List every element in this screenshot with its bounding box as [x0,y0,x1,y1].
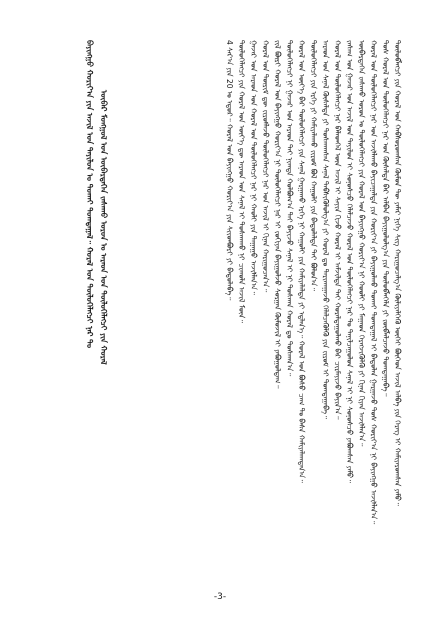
text-column-6: ᠬᠤᠷᠠᠯ ᠤᠨ ᠲᠥᠯᠥᠭᠡᠯᠡᠭᠴᠢ ᠨᠠᠷ ᠪᠡᠯᠡᠳᠭᠡᠯ ᠦᠨ ᠠᠵᠢᠯ ᠢ ᠰᠠᠶᠢᠨ ᠬᠢᠵᠦ ᠬᠤᠷᠠᠯ ᠢ ᠠᠮᠵᠢᠯᠲᠠ ᠲᠠᠶ ᠬᠤᠷᠠᠯᠳᠠᠭᠤᠯᠬᠤ ᠪᠡᠷ ᠴᠢᠷᠮᠠᠶᠢᠵᠤ ᠪᠠᠶᠢᠨ᠎ᠠ᠃ [333,40,342,420]
text-column-3: ᠬᠤᠷᠠᠯ ᠤᠨ ᠲᠥᠯᠥᠭᠡᠯᠡᠭᠴᠢ ᠨᠠᠷ ᠤᠨ ᠠᠵᠢᠯᠯᠠᠬᠤ ᠪᠠᠶᠢᠴᠠᠭᠠᠯᠲᠠ ᠶᠢᠨ ᠬᠣᠷᠢᠶ᠎ᠠ ᠶᠢ ᠪᠠᠶᠢᠭᠤᠯᠬᠤ ᠲᠤᠬᠠᠢ ᠲᠣᠭᠲᠠᠭᠠᠯ ᠢ ᠪᠠᠲᠤᠯᠠᠨ ᠭᠠᠷᠭᠠᠵᠤ ᠲᠤᠰ ᠬᠣᠷᠢᠶ᠎ᠠ ᠨᠢ ᠪᠠᠶᠢᠩᠭᠤ ᠠᠵᠢᠯᠯᠠᠨ᠎ᠠ᠃ [369,40,378,525]
text-column-1: ᠲᠥᠯᠥᠪᠯᠡᠭᠴᠢ ᠶᠢᠨ ᠬᠤᠷᠠᠯ ᠤᠨ ᠬᠠᠪᠰᠤᠷᠤᠭᠰᠠᠨ ᠬᠦᠮᠦᠨ ᠲᠦ ᠶᠠᠮᠠᠷ ᠨᠢᠭᠡ ᠰᠢᠭ ᠬᠠᠷᠢᠭᠤᠴᠠᠯᠭ᠎ᠠ ᠬᠦᠯᠢᠶᠡᠯᠭᠡᠬᠦ ᠦᠭᠡᠢ ᠪᠥᠭᠡᠳ ᠠᠵᠢᠯ ᠠᠯᠪᠠ ᠶᠢᠨ ᠬᠡᠷᠡᠭ ᠢ ᠬᠠᠮᠢᠶᠠᠷᠤᠭᠰᠠᠨ ᠶᠠᠮᠤ᠃ [393,40,402,506]
text-column-10: ᠲᠥᠯᠥᠭᠡᠯᠡᠭᠴᠢ ᠨᠢ ᠭᠠᠵᠠᠷ ᠤᠨ ᠠᠷᠠᠳ ᠲᠠᠶ ᠨᠢᠭᠲᠠ ᠬᠣᠯᠪᠣᠭ᠎ᠠ ᠲᠠᠶ ᠪᠠᠶᠢᠵᠤ ᠰᠠᠨᠠᠯ ᠢ ᠨᠢ ᠲᠤᠰᠬᠠᠨ ᠬᠤᠷᠠᠯ ᠳᠤ ᠲᠤᠰᠬᠠᠨ᠎ᠠ᠃ [285,40,294,377]
text-column-12: ᠬᠤᠷᠠᠯ ᠤᠨ ᠳᠦᠷᠢᠮ ᠳᠦ ᠵᠢᠷᠤᠮᠯᠠᠵᠤ ᠲᠥᠯᠥᠭᠡᠯᠡᠭᠴᠢ ᠨᠠᠷ ᠤᠨ ᠠᠵᠢᠯ ᠢ ᠬᠢᠨᠠᠨ ᠬᠠᠷᠢᠭᠤᠴᠠᠨ᠎ᠠ᠃ [261,40,270,293]
page-number: -3- [213,592,227,602]
text-column-8: ᠲᠥᠯᠥᠭᠡᠯᠡᠭᠴᠢ ᠶᠢᠨ ᠡᠷᠬᠡ ᠶᠢ ᠬᠠᠮᠢᠶᠠᠯᠠᠬᠤ ᠵᠢᠷᠤᠮ ᠪᠣᠯ ᠬᠠᠭᠤᠯᠢ ᠶᠢᠨ ᠪᠠᠲᠤᠯᠠᠯᠲᠠ ᠲᠠᠶ ᠪᠣᠯᠤᠨ᠎ᠠ᠃ [309,40,318,292]
text-column-7: ᠠᠷᠠᠳ ᠤᠨ ᠰᠠᠨᠠᠯ ᠬᠦᠰᠡᠯᠲᠡ ᠶᠢ ᠲᠤᠰᠬᠠᠭᠰᠠᠨ ᠰᠠᠨᠠᠯ ᠳᠡᠪᠰᠢᠭᠦᠯᠦᠯᠭ᠎ᠠ ᠶᠢ ᠬᠤᠷᠠᠯ ᠳᠤ ᠲᠠᠷᠢᠬᠠᠭᠠᠵᠤ ᠬᠡᠯᠡᠯᠴᠡᠭᠦᠯᠬᠦ ᠶᠢᠨ ᠵᠢᠷᠤᠮ ᠢ ᠲᠣᠭᠲᠠᠭᠠᠪᠠ᠃ [321,40,330,420]
text-column-9: ᠬᠤᠷᠠᠯ ᠤᠨ ᠦᠶ᠎ᠡ ᠪᠡᠷ ᠲᠥᠯᠥᠭᠡᠯᠡᠭᠴᠢ ᠶᠢᠨ ᠰᠠᠨᠠᠯ ᠭᠠᠷᠭᠠᠬᠤ ᠡᠷᠬᠡ ᠨᠢ ᠬᠠᠭᠤᠯᠢ ᠶᠢᠨ ᠬᠠᠮᠢᠶᠠᠯᠠᠯᠲᠠ ᠶᠢ ᠡᠳ᠋ᠯᠡᠨ᠎ᠡ᠃ ᠬᠤᠷᠠᠯ ᠤᠨ ᠪᠣᠰᠤ ᠴᠠᠭ ᠲᠤ ᠪᠠᠰᠠ ᠬᠠᠮᠢᠶᠠᠯᠠᠭᠳᠠᠨ᠎ᠠ᠃ [297,40,306,483]
text-column-11: ᠵᠢᠯ ᠪᠦᠷᠢ ᠬᠤᠷᠠᠯ ᠤᠨ ᠪᠠᠶᠢᠩᠭᠤ ᠬᠣᠷᠢᠶ᠎ᠠ ᠨᠢ ᠲᠥᠯᠥᠭᠡᠯᠡᠭᠴᠢ ᠨᠠᠷ ᠢ ᠵᠣᠬᠢᠶᠠᠨ ᠪᠠᠶᠢᠭᠤᠯᠵᠤ ᠰᠤᠷᠭᠠᠨ ᠬᠦᠮᠦᠵᠢᠯ ᠢ ᠶᠠᠪᠤᠭᠤᠯᠳᠠᠭ᠃ [273,40,282,389]
text-column-13: ᠭᠠᠵᠠᠷ ᠤᠨ ᠠᠷᠠᠳ ᠤᠨ ᠬᠤᠷᠠᠯ ᠤᠨ ᠲᠥᠯᠥᠭᠡᠯᠡᠭᠴᠢ ᠨᠠᠷ ᠨᠢ ᠬᠠᠤᠯᠢ ᠶᠢᠨ ᠳᠠᠭᠠᠭᠤ ᠠᠵᠢᠯᠯᠠᠨ᠎ᠠ᠃ [249,40,258,295]
text-column-15: 4 ᠰᠠᠷ᠎ᠠ ᠶᠢᠨ 20 ᠤ ᠡᠳᠦᠷ᠃ ᠬᠤᠷᠠᠯ ᠤᠨ ᠪᠠᠶᠢᠩᠭᠤ ᠬᠣᠷᠢᠶ᠎ᠠ ᠶᠢᠨ ᠰᠢᠢᠳᠪᠦᠷᠢ ᠶᠢ ᠪᠠᠲᠤᠯᠠᠪᠠ᠃ [225,40,234,301]
text-column-5: ᠵᠠᠰᠠᠭ ᠤᠨ ᠭᠠᠵᠠᠷ ᠤᠨ ᠠᠵᠢᠯ ᠤᠨ ᠲᠠᠶᠢᠯᠤᠨ ᠢ ᠰᠣᠨᠣᠰᠴᠤ ᠬᠡᠯᠡᠯᠴᠡᠵᠦ ᠬᠤᠷᠠᠯ ᠤᠨ ᠲᠥᠯᠥᠭᠡᠯᠡᠭᠴᠢ ᠨᠠᠷ ᠲᠤ ᠲᠠᠨᠢᠯᠴᠠᠭᠤᠯᠤᠨ ᠰᠠᠨᠠᠯ ᠢ ᠨᠢ ᠰᠣᠨᠣᠰᠴᠤ ᠶᠠᠪᠤᠭᠰᠠᠨ ᠶᠠᠮᠤ᠃ [345,40,354,483]
text-column-2: ᠲᠤᠰ ᠬᠤᠷᠠᠯ ᠤᠨ ᠲᠥᠯᠥᠭᠡᠯᠡᠭᠴᠢ ᠨᠠᠷ ᠤᠨ ᠬᠦᠰᠡᠯᠲᠡ ᠪᠡᠷ ᠠᠯᠪᠠᠨ ᠪᠠᠶᠢᠭᠤᠯᠤᠯᠭ᠎ᠠ ᠶᠢᠨ ᠲᠥᠯᠥᠪᠯᠡᠭᠡᠯᠡ ᠶᠢ ᠵᠥᠪᠯᠡᠯᠴᠡᠵᠦ ᠲᠣᠭᠲᠠᠭᠠᠪᠠ᠃ [381,40,390,397]
text-column-14: ᠲᠥᠯᠥᠭᠡᠯᠡᠭᠴᠢ ᠶᠢᠨ ᠬᠤᠷᠠᠯ ᠤᠨ ᠦᠶ᠎ᠡ ᠳᠦ ᠠᠷᠠᠳ ᠤᠨ ᠰᠠᠨᠠᠯ ᠢ ᠲᠤᠰᠬᠠᠬᠤ ᠨᠢ ᠴᠢᠬᠤᠯᠠ ᠠᠵᠢᠯ ᠮᠥᠨ᠃ [237,40,246,324]
heading-column-1: ᠥᠪᠡᠷ ᠮᠣᠩᠭᠤᠯ ᠤᠨ ᠥᠪᠡᠷᠲᠡᠭᠡᠨ ᠵᠠᠰᠠᠬᠤ ᠣᠷᠤᠨ ᠤ ᠠᠷᠠᠳ ᠤᠨ ᠲᠥᠯᠥᠭᠡᠯᠡᠭᠴᠢ ᠶᠢᠨ ᠬᠤᠷᠠᠯ [99,90,108,365]
heading-column-2: ᠪᠠᠶᠢᠩᠭᠤ ᠬᠣᠷᠢᠶ᠎ᠠ ᠶᠢᠨ ᠠᠵᠢᠯ ᠤᠨ ᠲᠠᠶᠢᠯᠤᠨ ᠤ ᠲᠤᠬᠠᠢ ᠲᠣᠭᠲᠠᠭᠠᠯ᠃ ᠬᠤᠷᠠᠯ ᠤᠨ ᠲᠥᠯᠥᠭᠡᠯᠡᠭᠴᠢ ᠨᠠᠷ ᠲᠤ [85,40,94,349]
text-column-4: ᠥᠪᠡᠷᠲᠡᠭᠡᠨ ᠵᠠᠰᠠᠬᠤ ᠣᠷᠤᠨ ᠤ ᠲᠥᠯᠥᠭᠡᠯᠡᠭᠴᠢ ᠶᠢᠨ ᠬᠤᠷᠠᠯ ᠤᠨ ᠪᠠᠶᠢᠩᠭᠤ ᠬᠣᠷᠢᠶ᠎ᠠ ᠨᠢ ᠬᠤᠤᠯᠢ ᠶᠢ ᠮᠠᠭᠠᠳ ᠬᠡᠷᠡᠭᠵᠢᠭᠦᠯᠬᠦ ᠶᠢ ᠬᠢᠨᠠᠨ ᠬᠢᠶᠠᠨ ᠠᠵᠢᠯᠯᠠᠨ᠎ᠠ᠃ [357,40,366,447]
